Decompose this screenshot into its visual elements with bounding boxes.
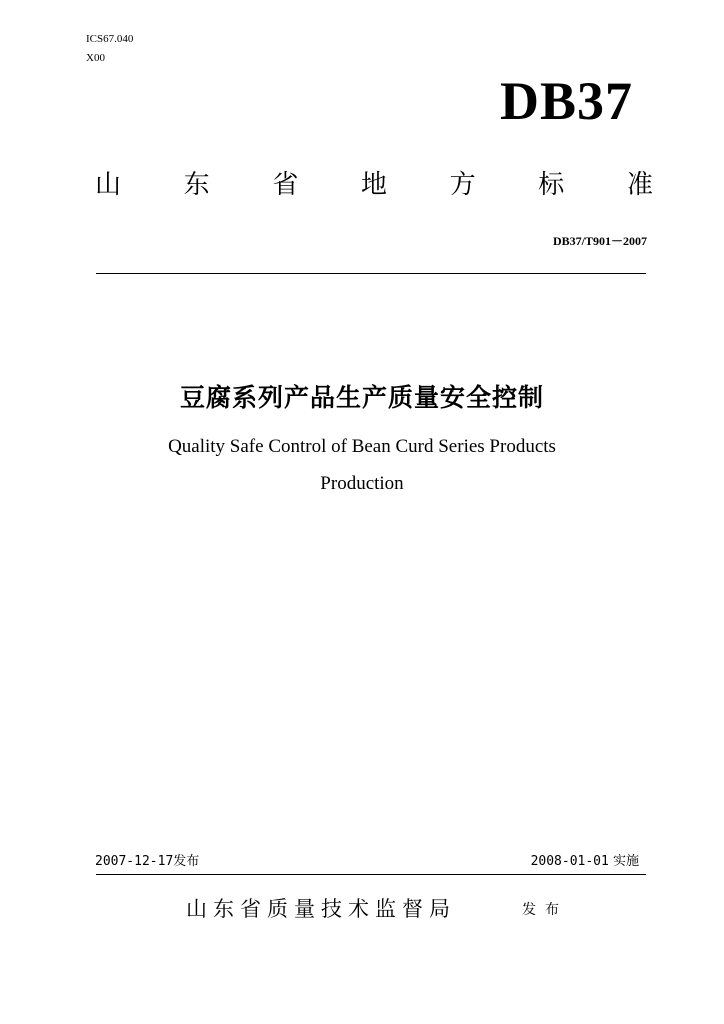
- standard-number: DB37/T901－2007: [552, 234, 647, 248]
- top-divider: [96, 273, 646, 274]
- implementation-date: 2008-01-01: [530, 854, 609, 869]
- document-title-english-line1: Quality Safe Control of Bean Curd Series Products: [168, 436, 556, 457]
- provincial-title-char: 地: [360, 170, 387, 200]
- document-title-english-line2: Production: [320, 473, 404, 494]
- implementation-date-block: [531, 855, 639, 868]
- provincial-title-char: 山: [95, 170, 122, 200]
- provincial-title-char: 方: [449, 170, 476, 200]
- ics-code: ICS67.040: [86, 33, 134, 45]
- publish-label: 发布: [522, 902, 568, 918]
- provincial-title-char: 标: [538, 170, 565, 200]
- classification-code: X00: [86, 52, 105, 64]
- issue-date: 2007-12-17: [95, 854, 174, 869]
- issue-date-block: [95, 855, 199, 868]
- bottom-divider: [96, 874, 646, 875]
- document-title-chinese: 豆腐系列产品生产质量安全控制: [179, 383, 544, 412]
- implementation-label: 实施: [612, 854, 639, 869]
- provincial-title-char: 准: [626, 170, 653, 200]
- provincial-title-char: 东: [183, 170, 210, 200]
- issue-label: 发布: [173, 854, 200, 869]
- issuing-authority: 山东省质量技术监督局: [186, 897, 456, 921]
- standard-prefix: DB37: [499, 71, 633, 131]
- provincial-title-char: 省: [272, 170, 299, 200]
- provincial-standard-title: [95, 172, 653, 198]
